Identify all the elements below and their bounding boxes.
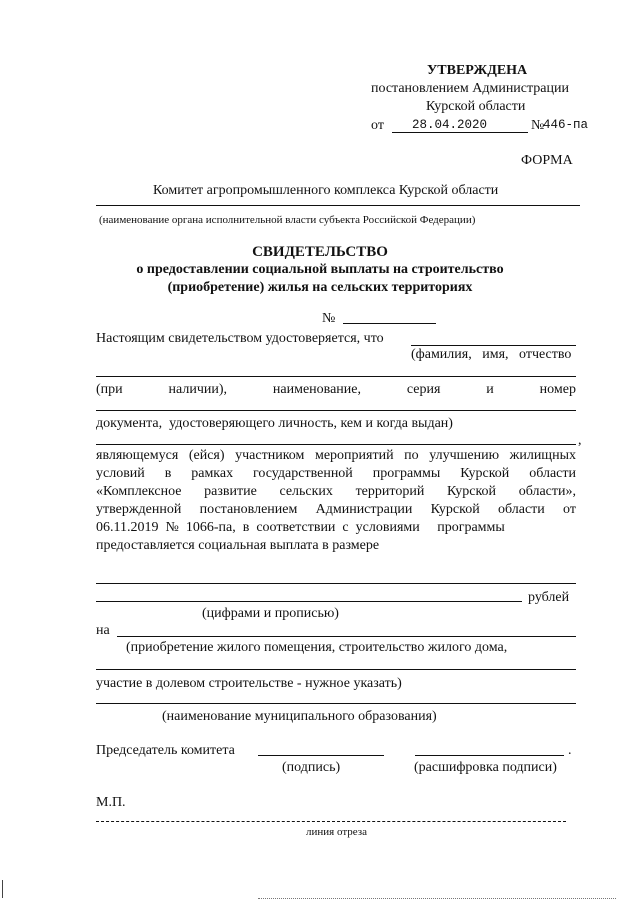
- scan-bottom-line: [258, 898, 616, 899]
- certificate-title: СВИДЕТЕЛЬСТВО: [252, 244, 388, 260]
- purpose-line[interactable]: [117, 636, 576, 637]
- certificate-subtitle-1: о предоставлении социальной выплаты на строительство: [136, 262, 504, 277]
- caption-word: (при: [96, 382, 123, 397]
- certificate-number-line[interactable]: [343, 323, 436, 324]
- scan-margin-mark: [2, 880, 3, 898]
- approval-line-1: постановлением Администрации: [371, 81, 569, 96]
- decoding-line[interactable]: [415, 755, 564, 756]
- approval-date: 28.04.2020: [412, 118, 488, 132]
- signature-line[interactable]: [258, 755, 384, 756]
- fio-line-2[interactable]: [96, 376, 576, 377]
- caption-word: серия: [406, 382, 441, 397]
- caption-word: и: [486, 382, 494, 397]
- cut-line: [96, 821, 566, 822]
- municipality-caption: (наименование муниципального образования): [162, 709, 437, 724]
- authority-name: Комитет агропромышленного комплекса Курской области: [153, 183, 499, 198]
- currency-label: рублей: [528, 590, 570, 605]
- paragraph-line-4: утвержденной постановлением Администрации Курской области от: [96, 502, 576, 517]
- form-label: ФОРМА: [521, 153, 573, 168]
- approval-line-2: Курской области: [426, 99, 526, 114]
- amount-line-1[interactable]: [96, 583, 576, 584]
- amount-line-2[interactable]: [96, 601, 522, 602]
- stamp-label: М.П.: [96, 795, 126, 810]
- paragraph-line-1: являющемуся (ейся) участником мероприятий по улучшению жилищных: [96, 448, 576, 463]
- purpose-line-2[interactable]: [96, 669, 576, 670]
- certificate-number-sign: №: [322, 311, 336, 326]
- approval-date-line: [392, 132, 528, 133]
- document-line[interactable]: [96, 410, 576, 411]
- certificate-subtitle-2: (приобретение) жилья на сельских территориях: [167, 280, 473, 295]
- paragraph-line-5: 06.11.2019 № 1066-па, в соответствии с условиями программы: [96, 520, 505, 535]
- municipality-line[interactable]: [96, 703, 576, 704]
- signature-caption: (подпись): [282, 760, 341, 775]
- cut-line-label: линия отреза: [306, 826, 367, 838]
- paragraph-line-2: условий в рамках государственной программы Курской области: [96, 466, 576, 481]
- caption-word: наличии),: [168, 382, 228, 397]
- document-caption: документа, удостоверяющего личность, кем и когда выдан): [96, 416, 453, 431]
- document-comma: ,: [578, 433, 582, 448]
- intro-text: Настоящим свидетельством удостоверяется, что: [96, 331, 384, 346]
- name-doc-caption-row: [96, 382, 576, 398]
- purpose-caption: (приобретение жилого помещения, строительство жилого дома,: [126, 640, 508, 655]
- chairman-label: Председатель комитета: [96, 743, 235, 758]
- signature-dot: .: [568, 743, 572, 758]
- document-line-2[interactable]: [96, 444, 576, 445]
- approval-number-prefix: №: [531, 118, 545, 133]
- decoding-caption: (расшифровка подписи): [414, 760, 557, 775]
- approval-title: УТВЕРЖДЕНА: [427, 63, 528, 78]
- paragraph-line-6: предоставляется социальная выплата в размере: [96, 538, 380, 553]
- purpose-caption-2: участие в долевом строительстве - нужное указать): [96, 676, 402, 691]
- caption-word: номер: [539, 382, 576, 397]
- authority-caption: (наименование органа исполнительной власти субъекта Российской Федерации): [99, 214, 476, 226]
- amount-caption: (цифрами и прописью): [202, 606, 339, 621]
- caption-word: наименование,: [272, 382, 362, 397]
- fio-caption: (фамилия, имя, отчество: [411, 347, 572, 362]
- approval-date-prefix: от: [371, 118, 384, 133]
- paragraph-line-3: «Комплексное развитие сельских территорий Курской области»,: [96, 484, 576, 499]
- approval-number: 446-па: [543, 118, 589, 132]
- fio-line[interactable]: [411, 345, 576, 346]
- on-label: на: [96, 623, 110, 638]
- authority-line: [96, 205, 580, 206]
